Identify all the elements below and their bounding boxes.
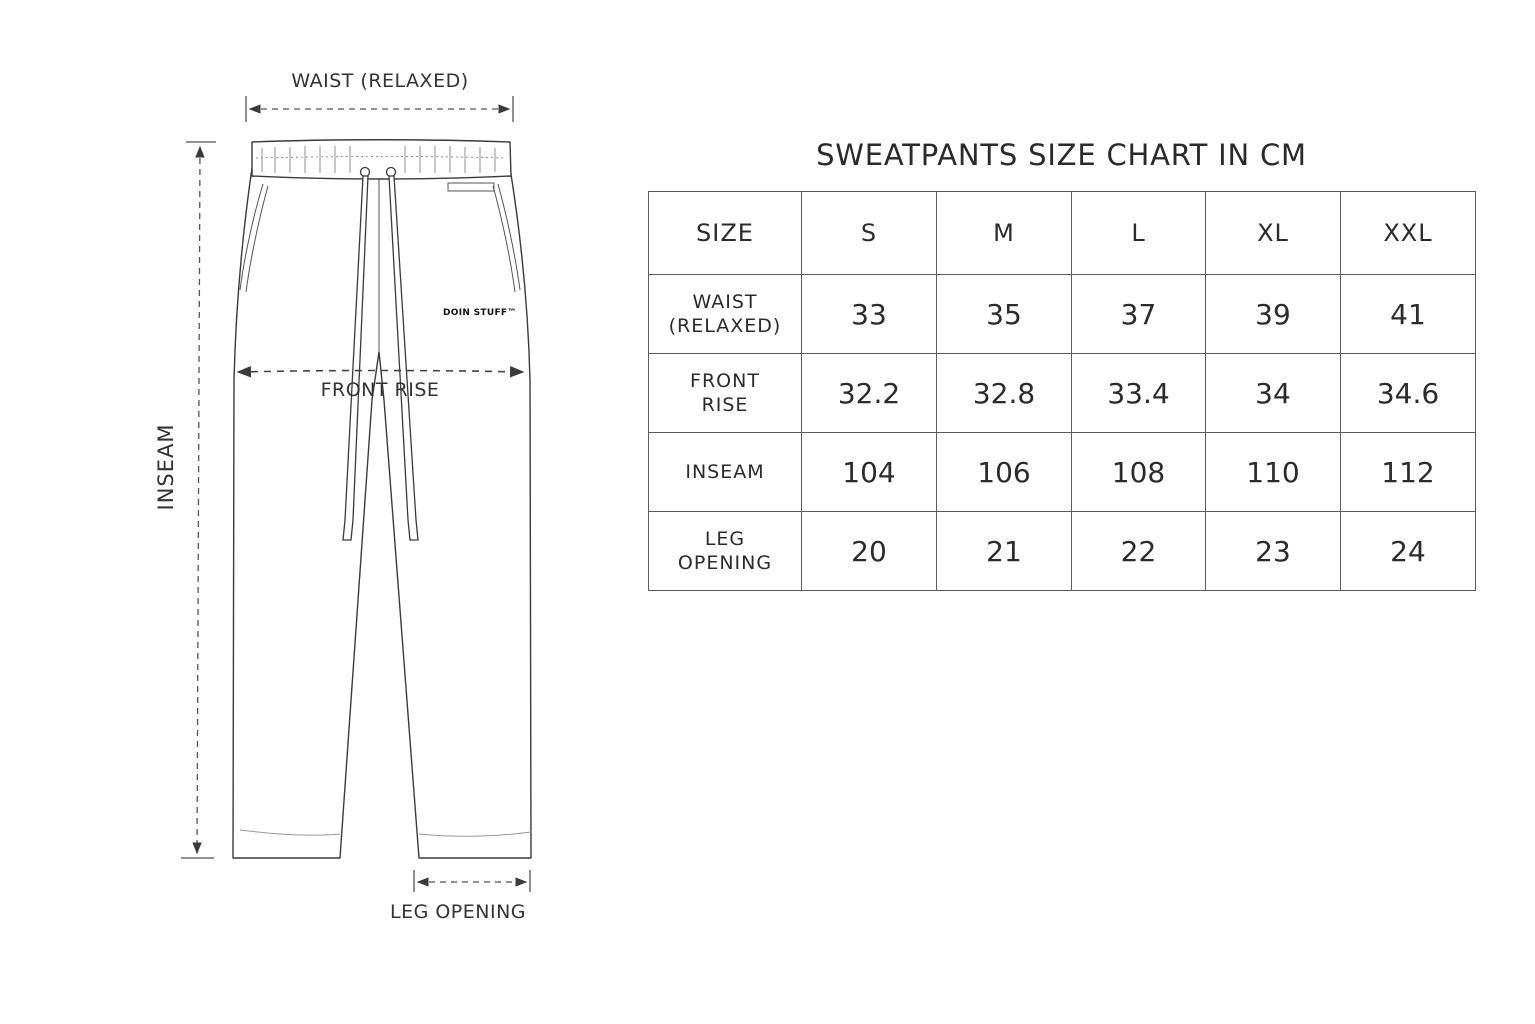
- waist-label: WAIST (RELAXED): [291, 70, 469, 92]
- front-rise-label: FRONT RISE: [320, 379, 440, 401]
- size-column-header: XL: [1206, 192, 1341, 275]
- inseam-measure-line: [181, 142, 216, 858]
- table-cell: 33: [802, 275, 937, 354]
- row-label: [649, 433, 802, 512]
- table-row: [649, 512, 1476, 591]
- table-cell: 35: [937, 275, 1072, 354]
- pants-outline: [233, 140, 531, 858]
- size-column-header: M: [937, 192, 1072, 275]
- waist-measure-line: [246, 96, 513, 122]
- table-cell: 33.4: [1072, 354, 1206, 433]
- size-column-header: S: [802, 192, 937, 275]
- row-label-line: LEG: [704, 528, 746, 550]
- row-label: [649, 354, 802, 433]
- chart-title: SWEATPANTS SIZE CHART IN CM: [816, 138, 1307, 172]
- table-cell: 34: [1206, 354, 1341, 433]
- row-label: [649, 275, 802, 354]
- table-cell: 32.2: [802, 354, 937, 433]
- table-row: [649, 433, 1476, 512]
- table-cell: 110: [1206, 433, 1341, 512]
- sweatpants-illustration: [0, 0, 620, 1024]
- table-cell: 37: [1072, 275, 1206, 354]
- size-table: [648, 191, 1476, 591]
- table-cell: 23: [1206, 512, 1341, 591]
- table-cell: 104: [802, 433, 937, 512]
- row-label-line: WAIST: [692, 291, 758, 313]
- size-column-header: XXL: [1341, 192, 1476, 275]
- table-row: [649, 354, 1476, 433]
- table-row: [649, 275, 1476, 354]
- table-cell: 106: [937, 433, 1072, 512]
- row-label-line: OPENING: [677, 552, 773, 574]
- inseam-label: INSEAM: [154, 423, 178, 511]
- table-cell: 41: [1341, 275, 1476, 354]
- table-cell: 22: [1072, 512, 1206, 591]
- table-cell: 32.8: [937, 354, 1072, 433]
- table-cell: 34.6: [1341, 354, 1476, 433]
- table-cell: 20: [802, 512, 937, 591]
- size-header: SIZE: [649, 192, 802, 275]
- leg-opening-label: LEG OPENING: [389, 901, 527, 923]
- leg-opening-measure-line: [414, 870, 530, 892]
- row-label-line: (RELAXED): [668, 315, 782, 337]
- sweatpants-diagram: [0, 0, 620, 1024]
- table-header-row: [649, 192, 1476, 275]
- table-cell: 108: [1072, 433, 1206, 512]
- row-label-line: INSEAM: [685, 461, 765, 483]
- table-cell: 112: [1341, 433, 1476, 512]
- table-cell: 21: [937, 512, 1072, 591]
- row-label-line: RISE: [701, 394, 749, 416]
- brand-logo: DOIN STUFF™: [443, 308, 517, 318]
- table-cell: 24: [1341, 512, 1476, 591]
- table-cell: 39: [1206, 275, 1341, 354]
- row-label-line: FRONT: [690, 370, 760, 392]
- size-column-header: L: [1072, 192, 1206, 275]
- row-label: [649, 512, 802, 591]
